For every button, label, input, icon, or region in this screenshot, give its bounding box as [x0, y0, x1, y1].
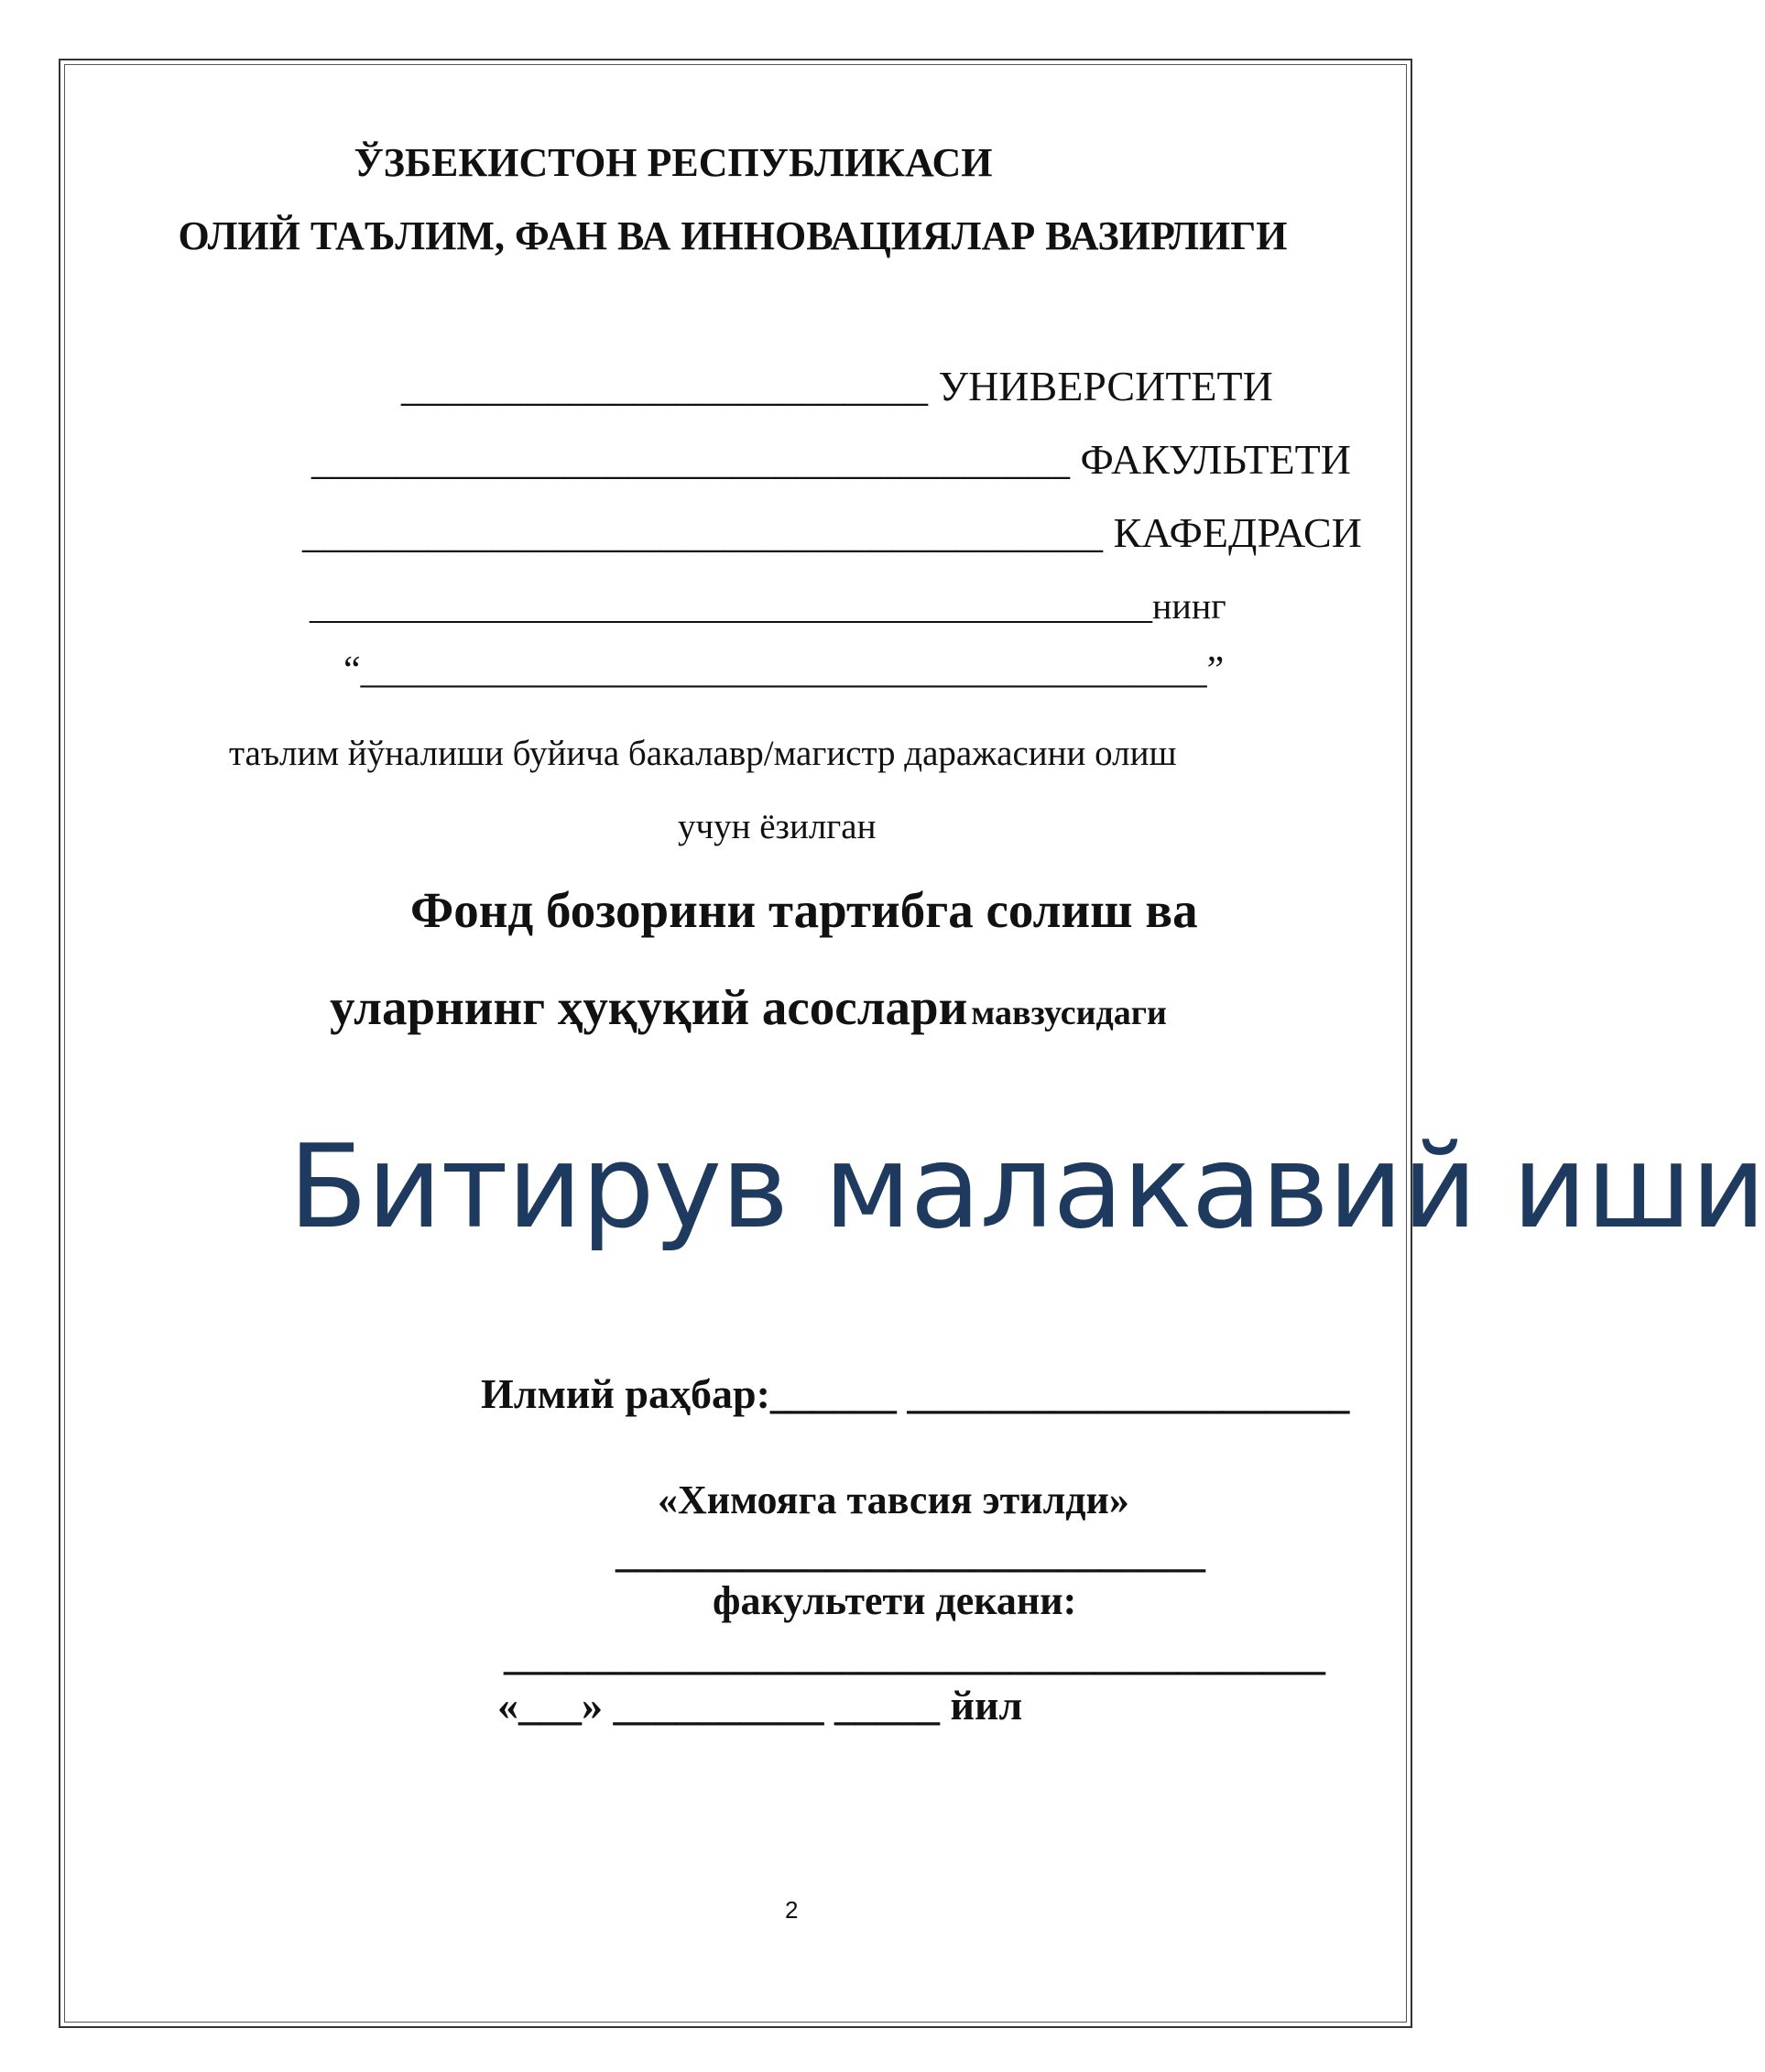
line-below-dean: _______________________________________ [504, 1631, 1325, 1678]
dean-label: факультети декани: [713, 1578, 1077, 1623]
line-above-dean: ____________________________ [616, 1529, 1205, 1576]
purpose-line-2: учун ёзилган [678, 807, 877, 846]
topic-line-2-row [330, 978, 1167, 1036]
work-title: Битирув малакавий иши [289, 1119, 1765, 1254]
topic-line-1: Фонд бозорини тартибга солиш ва [410, 882, 1198, 938]
page-number: 2 [785, 1896, 799, 1924]
topic-line-2: уларнинг ҳуқуқий асослари [330, 979, 968, 1035]
ning-field[interactable]: ______________________________________________нинг [310, 585, 1226, 627]
purpose-line-1: таълим йўналиши буйича бакалавр/магистр даражасини олиш [229, 734, 1177, 773]
advisor-signature-line: Илмий раҳбар:______ _____________________ [481, 1370, 1350, 1417]
university-field[interactable]: _________________________ УНИВЕРСИТЕТИ [401, 363, 1273, 409]
department-field[interactable]: ______________________________________ КАФЕДРАСИ [302, 509, 1362, 556]
header-ministry: ОЛИЙ ТАЪЛИМ, ФАН ВА ИННОВАЦИЯЛАР ВАЗИРЛИГИ [178, 213, 1288, 258]
faculty-field[interactable]: ____________________________________ ФАКУЛЬТЕТИ [311, 436, 1351, 483]
quote-field[interactable]: “____________________________________________” [343, 649, 1225, 692]
recommended-for-defense: «Химояга тавсия этилди» [658, 1478, 1129, 1522]
topic-suffix: мавзусидаги [971, 994, 1167, 1032]
header-republic: ЎЗБЕКИСТОН РЕСПУБЛИКАСИ [354, 140, 993, 185]
date-line: «___» __________ _____ йил [497, 1682, 1023, 1728]
